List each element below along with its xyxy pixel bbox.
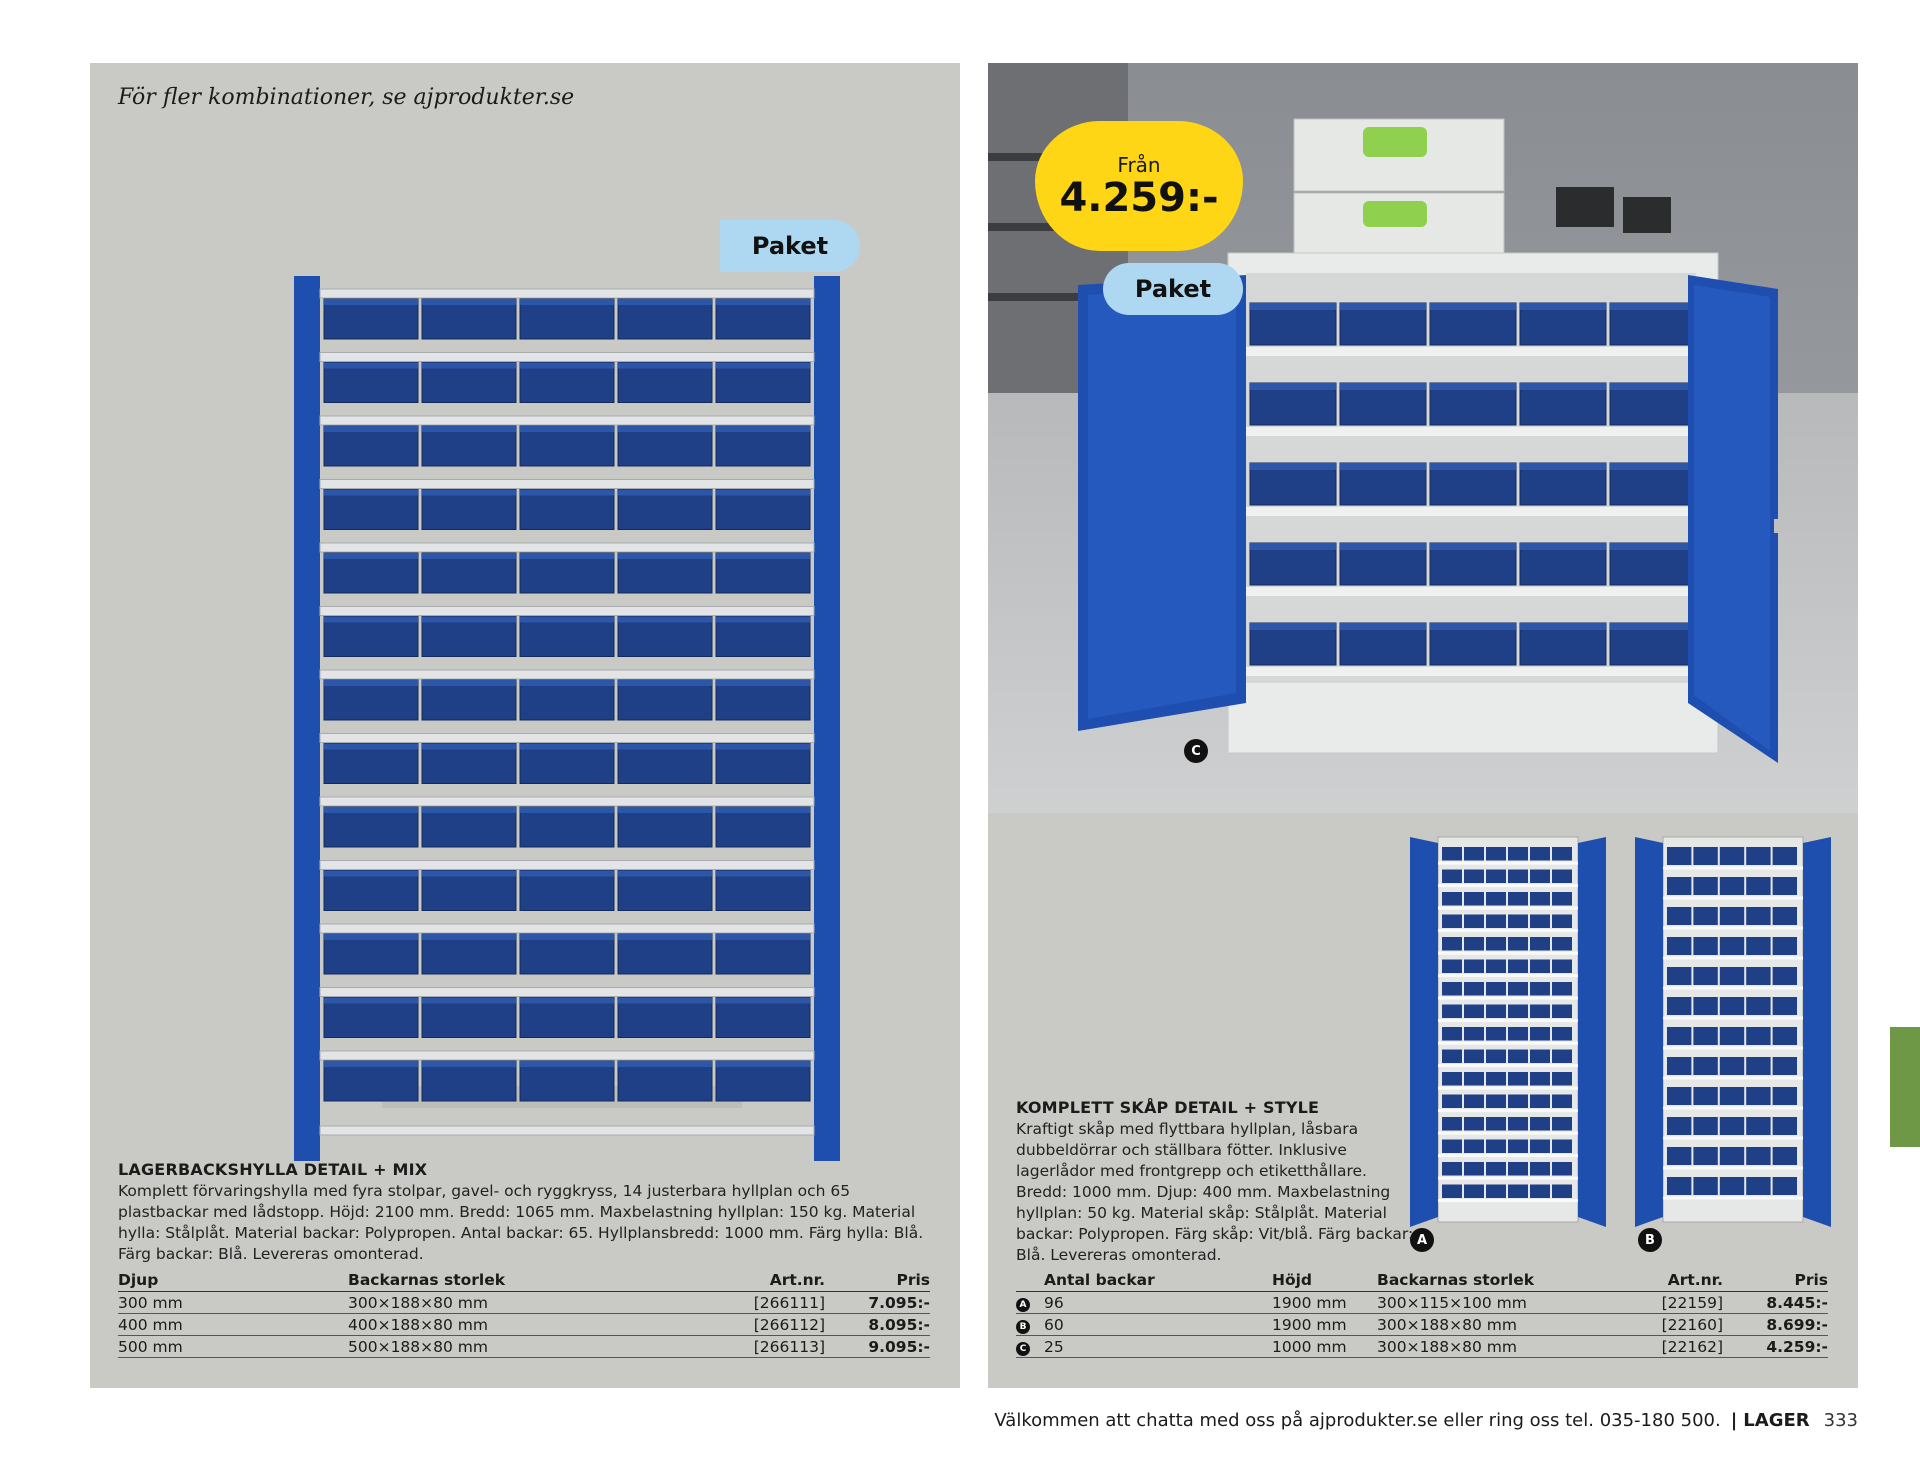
art-nr-cell: [22160] (1626, 1314, 1723, 1336)
handwritten-note: För fler kombinationer, se ajprodukter.se (118, 85, 575, 110)
variant-cell (1016, 1314, 1044, 1336)
package-badge: Paket (1103, 263, 1243, 315)
table-header-row (1016, 1270, 1828, 1292)
table-header-row (118, 1270, 930, 1292)
price-bubble (1035, 121, 1243, 251)
page-footer (988, 1410, 1858, 1431)
footer-contact-text: Välkommen att chatta med oss på ajprodukter.se eller ring oss tel. 035-180 500. (994, 1410, 1721, 1431)
price-cell: 7.095:- (825, 1292, 930, 1314)
price-cell: 8.445:- (1723, 1292, 1828, 1314)
price-cell: 8.699:- (1723, 1314, 1828, 1336)
variant-letter: B (1016, 1320, 1030, 1334)
variant-cell (1016, 1336, 1044, 1358)
package-badge: Paket (720, 220, 860, 272)
table-row (118, 1336, 930, 1358)
col-variant (1016, 1270, 1044, 1292)
cabinet-b-illustration (1633, 835, 1833, 1235)
price-table (118, 1270, 930, 1358)
price-cell: 4.259:- (1723, 1336, 1828, 1358)
bin-count-cell: 60 (1044, 1314, 1272, 1336)
price-amount: 4.259:- (1059, 175, 1219, 221)
table-row (1016, 1336, 1828, 1358)
col-price: Pris (825, 1270, 930, 1292)
price-from-label: Från (1117, 153, 1161, 177)
product-title: LAGERBACKSHYLLA DETAIL + MIX (118, 1160, 428, 1179)
variant-letter: A (1016, 1298, 1030, 1312)
price-cell: 8.095:- (825, 1314, 930, 1336)
depth-cell: 500 mm (118, 1336, 348, 1358)
bin-size-cell: 300×188×80 mm (1377, 1314, 1626, 1336)
col-bin-size: Backarnas storlek (1377, 1270, 1626, 1292)
variant-letter: C (1016, 1342, 1030, 1356)
storage-shelf-illustration (290, 211, 850, 1161)
bin-size-cell: 300×188×80 mm (1377, 1336, 1626, 1358)
art-nr-cell: [266111] (676, 1292, 825, 1314)
price-cell: 9.095:- (825, 1336, 930, 1358)
product-description: Komplett förvaringshylla med fyra stolpar, gavel- och ryggkryss, 14 justerbara hyllplan och 65 plastbackar med lådstopp. Höjd: 2100 mm. Bredd: 1065 mm. Maxbelastning hyllplan: 150 kg. Material hylla: Stålplåt. Material backar: Polypropen. Antal backar: 65. Hyllplansbredd: 1000 mm. Färg hylla: Blå. Färg backar: Blå. Levereras omonterad. (118, 1182, 924, 1263)
col-height: Höjd (1272, 1270, 1377, 1292)
bin-size-cell: 300×115×100 mm (1377, 1292, 1626, 1314)
bin-size-cell: 300×188×80 mm (348, 1292, 676, 1314)
table-row (1016, 1314, 1828, 1336)
col-depth: Djup (118, 1270, 348, 1292)
right-product-panel (988, 63, 1858, 1388)
product-title: KOMPLETT SKÅP DETAIL + STYLE (1016, 1098, 1320, 1117)
price-table (1016, 1270, 1828, 1358)
footer-separator: | (1730, 1410, 1738, 1431)
table-row (118, 1314, 930, 1336)
cabinet-label-a: A (1410, 1228, 1434, 1252)
col-bin-size: Backarnas storlek (348, 1270, 676, 1292)
height-cell: 1900 mm (1272, 1292, 1377, 1314)
cabinet-label-b: B (1638, 1228, 1662, 1252)
col-bin-count: Antal backar (1044, 1270, 1272, 1292)
photo-label-c: C (1184, 739, 1208, 763)
art-nr-cell: [266113] (676, 1336, 825, 1358)
cabinet-a-illustration (1408, 835, 1608, 1235)
page-number: 333 (1823, 1410, 1858, 1431)
height-cell: 1000 mm (1272, 1336, 1377, 1358)
art-nr-cell: [22162] (1626, 1336, 1723, 1358)
table-row (1016, 1292, 1828, 1314)
height-cell: 1900 mm (1272, 1314, 1377, 1336)
product-description: Kraftigt skåp med flyttbara hyllplan, låsbara dubbeldörrar och ställbara fötter. Inklusive lagerlådor med frontgrepp och etiketthållare. Bredd: 1000 mm. Djup: 400 mm. Maxbelastning hyllplan: 50 kg. Material skåp: Stålplåt. Material backar: Polypropen. Färg skåp: Vit/blå. Färg backar: Blå. Levereras omonterad. (1016, 1120, 1414, 1264)
table-row (118, 1292, 930, 1314)
footer-section-name: LAGER (1743, 1410, 1810, 1431)
bin-count-cell: 25 (1044, 1336, 1272, 1358)
bin-size-cell: 400×188×80 mm (348, 1314, 676, 1336)
depth-cell: 400 mm (118, 1314, 348, 1336)
left-product-panel (90, 63, 960, 1388)
depth-cell: 300 mm (118, 1292, 348, 1314)
bin-size-cell: 500×188×80 mm (348, 1336, 676, 1358)
col-art-nr: Art.nr. (1626, 1270, 1723, 1292)
art-nr-cell: [266112] (676, 1314, 825, 1336)
product-info (1016, 1098, 1416, 1266)
product-info (118, 1160, 936, 1265)
variant-cell (1016, 1292, 1044, 1314)
col-art-nr: Art.nr. (676, 1270, 825, 1292)
art-nr-cell: [22159] (1626, 1292, 1723, 1314)
col-price: Pris (1723, 1270, 1828, 1292)
section-tab (1890, 1027, 1920, 1147)
bin-count-cell: 96 (1044, 1292, 1272, 1314)
